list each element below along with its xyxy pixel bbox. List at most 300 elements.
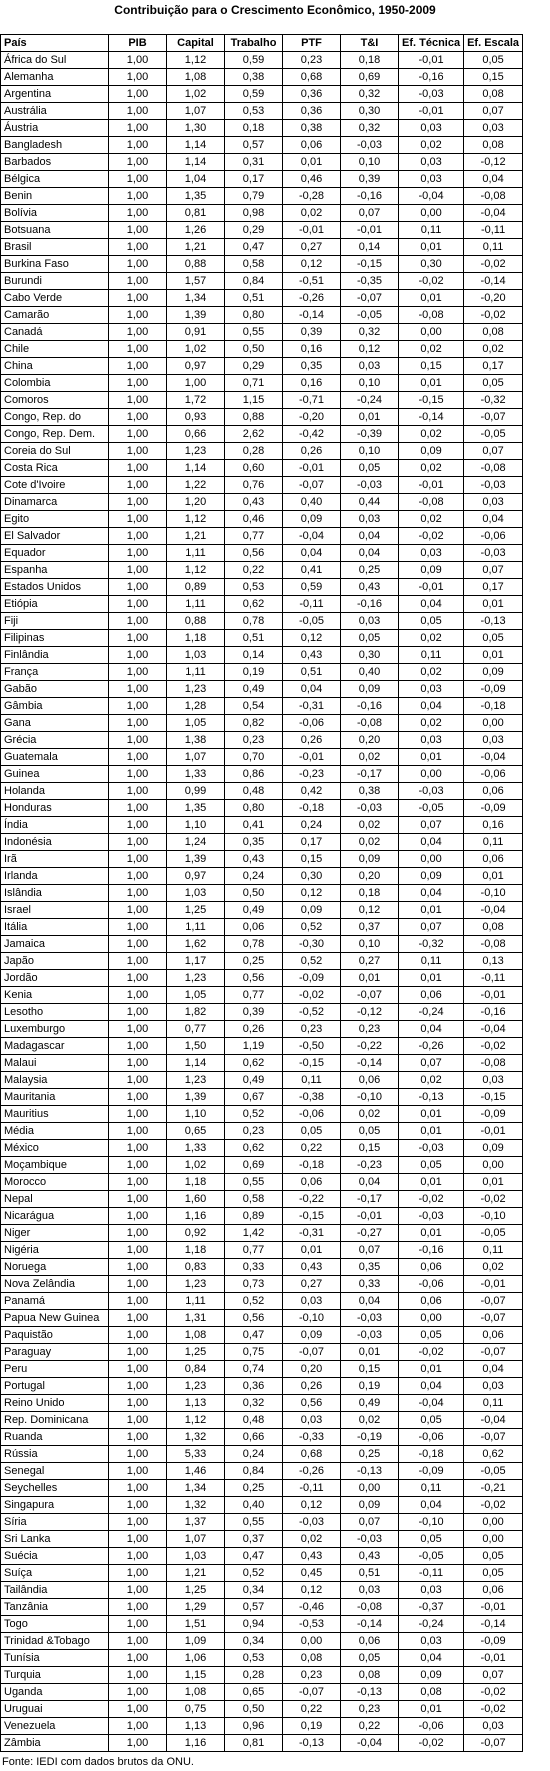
value-cell: 0,05 [464,630,523,647]
value-cell: 0,41 [283,562,341,579]
value-cell: 0,46 [283,171,341,188]
value-cell: 1,38 [167,732,225,749]
value-cell: 0,47 [225,239,283,256]
country-cell: Singapura [1,1497,109,1514]
value-cell: 1,00 [109,1327,167,1344]
value-cell: -0,26 [399,1038,464,1055]
value-cell: 1,03 [167,1548,225,1565]
value-cell: 0,17 [464,358,523,375]
value-cell: 0,03 [464,1718,523,1735]
country-cell: Ruanda [1,1429,109,1446]
value-cell: 0,06 [399,987,464,1004]
value-cell: 0,23 [225,1123,283,1140]
value-cell: 1,00 [109,630,167,647]
value-cell: 1,00 [109,1463,167,1480]
value-cell: 1,00 [109,69,167,86]
value-cell: -0,09 [283,970,341,987]
value-cell: 0,25 [225,953,283,970]
value-cell: 0,04 [341,1174,399,1191]
table-body [1,52,523,1752]
country-cell: Jordão [1,970,109,987]
value-cell: 0,06 [283,1174,341,1191]
value-cell: 0,01 [399,902,464,919]
value-cell: -0,16 [399,1242,464,1259]
column-header: Trabalho [225,35,283,52]
value-cell: 0,02 [341,1412,399,1429]
value-cell: -0,09 [399,1463,464,1480]
value-cell: 0,07 [341,1514,399,1531]
value-cell: -0,02 [399,273,464,290]
value-cell: -0,31 [283,698,341,715]
country-cell: Mauritius [1,1106,109,1123]
value-cell: -0,05 [283,613,341,630]
value-cell: -0,15 [283,1055,341,1072]
value-cell: 0,00 [399,1310,464,1327]
value-cell: -0,02 [399,528,464,545]
value-cell: 0,03 [399,732,464,749]
value-cell: 1,11 [167,596,225,613]
value-cell: 0,05 [464,1565,523,1582]
value-cell: 1,00 [109,222,167,239]
country-cell: Nicarágua [1,1208,109,1225]
country-cell: El Salvador [1,528,109,545]
value-cell: 0,18 [341,52,399,69]
value-cell: 1,00 [109,494,167,511]
value-cell: -0,24 [399,1004,464,1021]
value-cell: 1,00 [109,511,167,528]
table-row [1,477,523,494]
value-cell: 1,39 [167,851,225,868]
country-cell: Espanha [1,562,109,579]
value-cell: 1,00 [109,1055,167,1072]
value-cell: 0,97 [167,868,225,885]
value-cell: 0,02 [341,749,399,766]
value-cell: -0,14 [341,1055,399,1072]
country-cell: Senegal [1,1463,109,1480]
value-cell: 0,09 [399,1667,464,1684]
value-cell: -0,03 [399,1208,464,1225]
value-cell: 0,49 [225,1072,283,1089]
value-cell: 0,48 [225,783,283,800]
value-cell: 0,04 [399,1021,464,1038]
value-cell: -0,16 [341,188,399,205]
value-cell: 0,43 [341,1548,399,1565]
value-cell: 0,30 [341,103,399,120]
country-cell: Austrália [1,103,109,120]
value-cell: 0,40 [283,494,341,511]
value-cell: 1,00 [109,1021,167,1038]
value-cell: 0,01 [399,970,464,987]
value-cell: 1,08 [167,69,225,86]
value-cell: 1,00 [109,766,167,783]
value-cell: 0,15 [464,69,523,86]
value-cell: 0,50 [225,1701,283,1718]
value-cell: 0,01 [399,375,464,392]
table-row [1,256,523,273]
table-row [1,1344,523,1361]
value-cell: 1,14 [167,1055,225,1072]
value-cell: 0,07 [464,443,523,460]
value-cell: 0,50 [225,885,283,902]
value-cell: 0,12 [341,902,399,919]
table-row [1,1412,523,1429]
value-cell: -0,03 [399,1140,464,1157]
value-cell: 0,77 [225,1242,283,1259]
value-cell: 1,42 [225,1225,283,1242]
value-cell: 1,32 [167,1429,225,1446]
value-cell: 1,00 [109,1480,167,1497]
country-cell: Zâmbia [1,1735,109,1752]
value-cell: 0,09 [283,511,341,528]
value-cell: 0,73 [225,1276,283,1293]
value-cell: 1,18 [167,1242,225,1259]
value-cell: 0,02 [399,664,464,681]
table-row [1,783,523,800]
value-cell: 1,46 [167,1463,225,1480]
table-row [1,987,523,1004]
value-cell: -0,15 [341,256,399,273]
value-cell: -0,07 [341,987,399,1004]
table-row [1,1463,523,1480]
country-cell: Equador [1,545,109,562]
source-note: Fonte: IEDI com dados brutos da ONU. [2,1756,194,1768]
value-cell: 1,00 [109,664,167,681]
value-cell: 1,00 [109,392,167,409]
value-cell: 0,43 [341,579,399,596]
value-cell: 1,11 [167,919,225,936]
value-cell: 1,00 [109,1276,167,1293]
country-cell: Malaysia [1,1072,109,1089]
table-row [1,154,523,171]
value-cell: 0,08 [464,137,523,154]
value-cell: 1,02 [167,341,225,358]
value-cell: 0,00 [464,1514,523,1531]
value-cell: -0,14 [341,1616,399,1633]
value-cell: 0,00 [399,205,464,222]
value-cell: 0,35 [341,1259,399,1276]
value-cell: 0,04 [283,681,341,698]
value-cell: 1,26 [167,222,225,239]
value-cell: -0,20 [283,409,341,426]
country-cell: Peru [1,1361,109,1378]
value-cell: 0,77 [225,528,283,545]
value-cell: 1,00 [109,919,167,936]
value-cell: -0,08 [341,715,399,732]
value-cell: 1,34 [167,290,225,307]
value-cell: -0,15 [283,1208,341,1225]
value-cell: 1,00 [109,1361,167,1378]
value-cell: 0,01 [399,290,464,307]
country-cell: Panamá [1,1293,109,1310]
value-cell: 0,14 [341,239,399,256]
value-cell: 1,00 [109,205,167,222]
value-cell: 0,01 [283,1242,341,1259]
country-cell: Tanzânia [1,1599,109,1616]
value-cell: 1,07 [167,1531,225,1548]
value-cell: 0,05 [399,1157,464,1174]
table-row [1,698,523,715]
value-cell: 0,04 [399,885,464,902]
value-cell: -0,01 [283,222,341,239]
value-cell: 0,86 [225,766,283,783]
value-cell: 1,23 [167,443,225,460]
country-cell: Grécia [1,732,109,749]
value-cell: 0,66 [225,1429,283,1446]
table-row [1,460,523,477]
value-cell: 1,23 [167,681,225,698]
value-cell: -0,11 [464,970,523,987]
table-row [1,392,523,409]
value-cell: -0,05 [464,1225,523,1242]
table-row [1,1021,523,1038]
value-cell: 0,04 [399,596,464,613]
value-cell: 0,37 [341,919,399,936]
value-cell: 0,04 [341,545,399,562]
value-cell: 1,00 [109,1497,167,1514]
value-cell: 1,39 [167,1089,225,1106]
value-cell: -0,02 [464,307,523,324]
value-cell: -0,16 [464,1004,523,1021]
table-row [1,800,523,817]
value-cell: 1,00 [109,953,167,970]
country-cell: Islândia [1,885,109,902]
value-cell: 0,06 [225,919,283,936]
value-cell: -0,38 [283,1089,341,1106]
value-cell: 1,00 [109,783,167,800]
table-row [1,715,523,732]
value-cell: 1,00 [109,273,167,290]
value-cell: 0,08 [399,1684,464,1701]
value-cell: -0,03 [341,800,399,817]
value-cell: 0,01 [399,1701,464,1718]
value-cell: -0,18 [464,698,523,715]
value-cell: 0,03 [399,154,464,171]
value-cell: 1,32 [167,1497,225,1514]
value-cell: 1,05 [167,715,225,732]
value-cell: 0,02 [399,715,464,732]
value-cell: 1,00 [109,681,167,698]
table-row [1,1055,523,1072]
value-cell: 0,09 [283,1327,341,1344]
value-cell: 1,21 [167,528,225,545]
value-cell: 0,06 [341,1072,399,1089]
value-cell: 0,07 [341,205,399,222]
value-cell: -0,15 [464,1089,523,1106]
table-row [1,749,523,766]
value-cell: 0,82 [225,715,283,732]
value-cell: 1,82 [167,1004,225,1021]
value-cell: 1,00 [109,1633,167,1650]
country-cell: Média [1,1123,109,1140]
value-cell: -0,35 [341,273,399,290]
table-row [1,222,523,239]
value-cell: -0,06 [283,715,341,732]
value-cell: 0,01 [399,1123,464,1140]
table-row [1,341,523,358]
value-cell: 1,00 [109,341,167,358]
value-cell: 1,00 [109,851,167,868]
value-cell: 0,09 [341,681,399,698]
table-row [1,681,523,698]
value-cell: 0,10 [341,154,399,171]
country-cell: Uruguai [1,1701,109,1718]
country-cell: Chile [1,341,109,358]
value-cell: 0,76 [225,477,283,494]
value-cell: 0,00 [399,324,464,341]
value-cell: 0,03 [341,613,399,630]
value-cell: 1,00 [109,1514,167,1531]
value-cell: 0,78 [225,613,283,630]
value-cell: 0,05 [464,375,523,392]
value-cell: 0,03 [464,120,523,137]
table-row [1,919,523,936]
value-cell: 0,55 [225,1514,283,1531]
value-cell: -0,01 [283,460,341,477]
value-cell: 0,30 [283,868,341,885]
country-cell: Seychelles [1,1480,109,1497]
value-cell: 0,39 [283,324,341,341]
value-cell: 1,00 [109,885,167,902]
table-row [1,902,523,919]
value-cell: 0,03 [341,358,399,375]
country-cell: Gâmbia [1,698,109,715]
country-cell: Luxemburgo [1,1021,109,1038]
value-cell: -0,04 [399,188,464,205]
value-cell: 0,34 [225,1582,283,1599]
table-row [1,1667,523,1684]
value-cell: -0,13 [341,1463,399,1480]
value-cell: 0,27 [341,953,399,970]
value-cell: 1,13 [167,1395,225,1412]
table-row [1,1174,523,1191]
value-cell: 0,22 [225,562,283,579]
value-cell: 0,32 [341,86,399,103]
value-cell: 0,00 [464,1157,523,1174]
country-cell: Guinea [1,766,109,783]
value-cell: 1,35 [167,188,225,205]
table-row [1,443,523,460]
value-cell: 0,03 [283,1412,341,1429]
value-cell: 0,44 [341,494,399,511]
country-cell: Guatemala [1,749,109,766]
country-cell: Uganda [1,1684,109,1701]
value-cell: -0,02 [283,987,341,1004]
value-cell: 0,25 [341,1446,399,1463]
value-cell: 0,77 [225,987,283,1004]
value-cell: 0,16 [283,375,341,392]
value-cell: 0,02 [399,137,464,154]
value-cell: 0,26 [225,1021,283,1038]
value-cell: 1,34 [167,1480,225,1497]
value-cell: -0,04 [341,1735,399,1752]
value-cell: 0,30 [399,256,464,273]
value-cell: 0,48 [225,1412,283,1429]
value-cell: -0,07 [464,1344,523,1361]
value-cell: 0,37 [225,1531,283,1548]
value-cell: 0,02 [283,205,341,222]
table-row [1,494,523,511]
country-cell: Colombia [1,375,109,392]
value-cell: 0,55 [225,1174,283,1191]
value-cell: 1,00 [109,1446,167,1463]
value-cell: 1,00 [109,1072,167,1089]
value-cell: 0,33 [225,1259,283,1276]
value-cell: 1,12 [167,52,225,69]
value-cell: 0,62 [225,1055,283,1072]
value-cell: 0,51 [283,664,341,681]
value-cell: 0,03 [399,1633,464,1650]
value-cell: 1,25 [167,1582,225,1599]
country-cell: Burundi [1,273,109,290]
country-cell: Suíça [1,1565,109,1582]
table-row [1,1225,523,1242]
table-row [1,1548,523,1565]
value-cell: 0,03 [464,494,523,511]
value-cell: 1,21 [167,1565,225,1582]
value-cell: -0,14 [399,409,464,426]
value-cell: 0,32 [341,324,399,341]
value-cell: 0,02 [341,1106,399,1123]
value-cell: -0,01 [399,477,464,494]
value-cell: 1,00 [109,596,167,613]
value-cell: -0,04 [399,1395,464,1412]
value-cell: -0,12 [341,1004,399,1021]
country-cell: Nepal [1,1191,109,1208]
value-cell: 0,58 [225,1191,283,1208]
value-cell: 0,04 [464,171,523,188]
value-cell: 0,56 [283,1395,341,1412]
value-cell: 1,12 [167,562,225,579]
table-row [1,239,523,256]
value-cell: 1,00 [109,817,167,834]
value-cell: 1,00 [109,1089,167,1106]
value-cell: 0,91 [167,324,225,341]
value-cell: 0,03 [464,1072,523,1089]
table-row [1,1497,523,1514]
value-cell: -0,16 [399,69,464,86]
value-cell: -0,07 [464,1735,523,1752]
value-cell: -0,03 [283,1514,341,1531]
value-cell: 0,23 [341,1021,399,1038]
table-row [1,137,523,154]
value-cell: 0,04 [341,1293,399,1310]
value-cell: -0,01 [341,1208,399,1225]
value-cell: 0,57 [225,1599,283,1616]
value-cell: -0,08 [464,460,523,477]
value-cell: -0,20 [464,290,523,307]
value-cell: -0,10 [283,1310,341,1327]
value-cell: 0,17 [225,171,283,188]
value-cell: -0,01 [399,579,464,596]
country-cell: Congo, Rep. do [1,409,109,426]
value-cell: 1,00 [109,1667,167,1684]
value-cell: 1,00 [109,1174,167,1191]
table-row [1,426,523,443]
value-cell: -0,16 [341,596,399,613]
column-header: Ef. Técnica [399,35,464,52]
country-cell: Irã [1,851,109,868]
value-cell: 1,10 [167,1106,225,1123]
value-cell: -0,01 [464,1599,523,1616]
table-row [1,596,523,613]
value-cell: 1,00 [109,1582,167,1599]
value-cell: 1,28 [167,698,225,715]
country-cell: Finlândia [1,647,109,664]
value-cell: -0,04 [464,902,523,919]
value-cell: 0,51 [341,1565,399,1582]
value-cell: -0,06 [464,766,523,783]
value-cell: -0,52 [283,1004,341,1021]
